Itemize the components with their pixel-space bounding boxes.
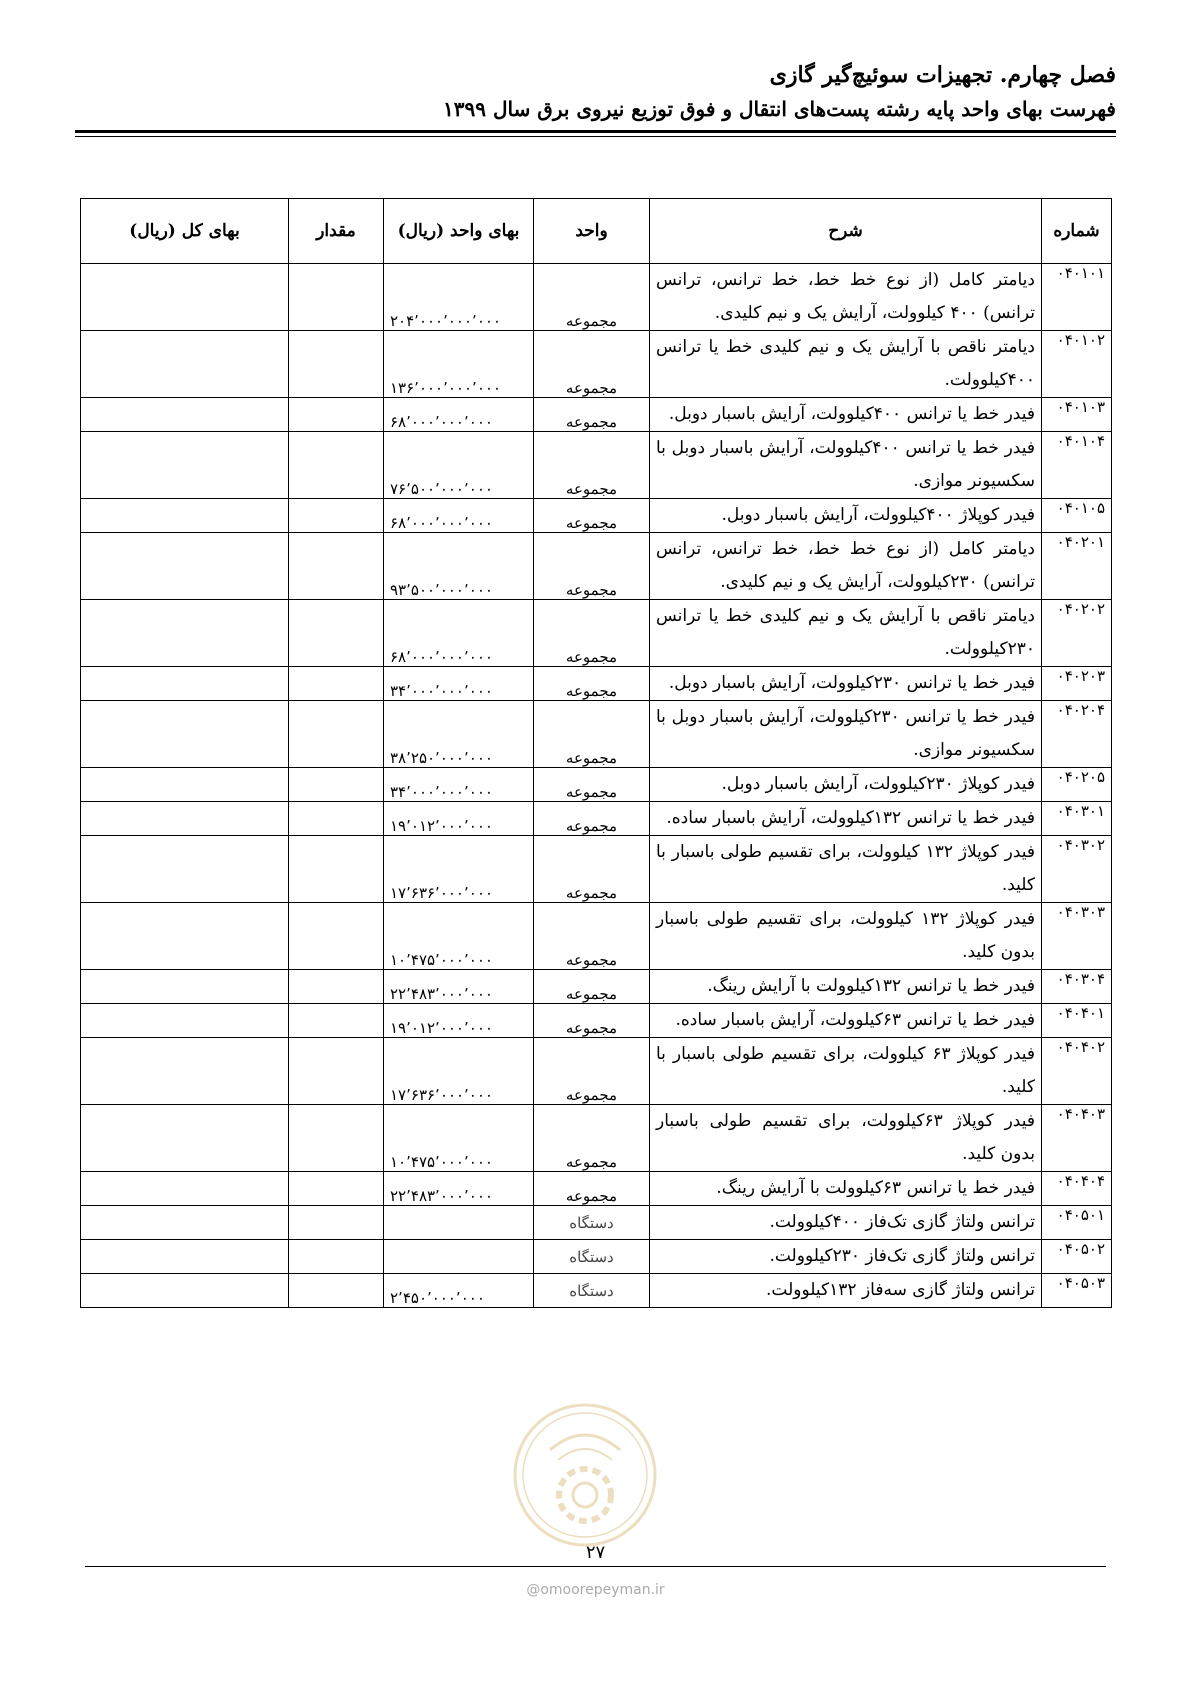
item-unit-price: ۹۳٬۵۰۰٬۰۰۰٬۰۰۰ <box>384 533 534 600</box>
item-unit: مجموعه <box>534 1038 650 1105</box>
item-unit-price: ۳۴٬۰۰۰٬۰۰۰٬۰۰۰ <box>384 667 534 701</box>
item-unit: مجموعه <box>534 836 650 903</box>
item-unit: مجموعه <box>534 432 650 499</box>
item-unit-price: ۲۲٬۴۸۳٬۰۰۰٬۰۰۰ <box>384 970 534 1004</box>
item-total-price <box>81 768 289 802</box>
item-unit: مجموعه <box>534 667 650 701</box>
item-quantity <box>289 802 384 836</box>
item-total-price <box>81 1240 289 1274</box>
item-description: دیامتر ناقص با آرایش یک و نیم کلیدی خط یا ترانس ۲۳۰کیلوولت. <box>650 600 1042 667</box>
item-quantity <box>289 499 384 533</box>
chapter-title: فصل چهارم. تجهیزات سوئیچ‌گیر گازی <box>769 62 1116 88</box>
table-row <box>81 1105 1112 1172</box>
item-quantity <box>289 432 384 499</box>
item-total-price <box>81 802 289 836</box>
item-description: ترانس ولتاژ گازی تک‌فاز ۴۰۰کیلوولت. <box>650 1206 1042 1240</box>
item-number: ۰۴۰۱۰۲ <box>1042 331 1112 398</box>
item-number: ۰۴۰۲۰۱ <box>1042 533 1112 600</box>
item-description: فیدر کوپلاژ ۶۳کیلوولت، برای تقسیم طولی باسبار بدون کلید. <box>650 1105 1042 1172</box>
item-number: ۰۴۰۲۰۵ <box>1042 768 1112 802</box>
gear-seal-logo <box>510 1400 660 1550</box>
table-row <box>81 1240 1112 1274</box>
item-description: فیدر خط یا ترانس ۴۰۰کیلوولت، آرایش باسبار دوبل. <box>650 398 1042 432</box>
item-unit: مجموعه <box>534 499 650 533</box>
item-unit: مجموعه <box>534 1004 650 1038</box>
item-description: فیدر کوپلاژ ۴۰۰کیلوولت، آرایش باسبار دوبل. <box>650 499 1042 533</box>
item-number: ۰۴۰۱۰۱ <box>1042 264 1112 331</box>
col-total-price-header: بهای کل (ریال) <box>81 199 289 264</box>
item-unit: مجموعه <box>534 600 650 667</box>
item-number: ۰۴۰۲۰۴ <box>1042 701 1112 768</box>
item-quantity <box>289 836 384 903</box>
item-total-price <box>81 836 289 903</box>
table-row <box>81 398 1112 432</box>
item-unit-price: ۱۰٬۴۷۵٬۰۰۰٬۰۰۰ <box>384 1105 534 1172</box>
item-unit-price: ۱۷٬۶۳۶٬۰۰۰٬۰۰۰ <box>384 836 534 903</box>
item-number: ۰۴۰۵۰۱ <box>1042 1206 1112 1240</box>
item-unit: دستگاه <box>534 1206 650 1240</box>
item-unit-price: ۱۳۶٬۰۰۰٬۰۰۰٬۰۰۰ <box>384 331 534 398</box>
item-total-price <box>81 533 289 600</box>
item-total-price <box>81 331 289 398</box>
item-unit-price: ۳۸٬۲۵۰٬۰۰۰٬۰۰۰ <box>384 701 534 768</box>
item-description: فیدر کوپلاژ ۶۳ کیلوولت، برای تقسیم طولی باسبار با کلید. <box>650 1038 1042 1105</box>
item-quantity <box>289 533 384 600</box>
document-subtitle: فهرست بهای واحد پایه رشته پست‌های انتقال و فوق توزیع نیروی برق سال ۱۳۹۹ <box>443 97 1116 121</box>
item-number: ۰۴۰۳۰۲ <box>1042 836 1112 903</box>
header-rule-thin <box>75 136 1116 137</box>
item-total-price <box>81 1274 289 1308</box>
item-number: ۰۴۰۳۰۱ <box>1042 802 1112 836</box>
item-total-price <box>81 1105 289 1172</box>
item-quantity <box>289 264 384 331</box>
item-unit: مجموعه <box>534 533 650 600</box>
item-unit: مجموعه <box>534 802 650 836</box>
item-description: فیدر کوپلاژ ۲۳۰کیلوولت، آرایش باسبار دوبل. <box>650 768 1042 802</box>
table-row <box>81 1004 1112 1038</box>
item-unit: مجموعه <box>534 768 650 802</box>
item-unit-price <box>384 1240 534 1274</box>
col-number-header: شماره <box>1042 199 1112 264</box>
table-row <box>81 331 1112 398</box>
item-total-price <box>81 1206 289 1240</box>
col-description-header: شرح <box>650 199 1042 264</box>
col-unit-header: واحد <box>534 199 650 264</box>
table-row <box>81 600 1112 667</box>
table-row <box>81 533 1112 600</box>
item-total-price <box>81 1172 289 1206</box>
item-description: فیدر خط یا ترانس ۱۳۲کیلوولت با آرایش رینگ. <box>650 970 1042 1004</box>
item-number: ۰۴۰۲۰۳ <box>1042 667 1112 701</box>
table-row <box>81 432 1112 499</box>
item-number: ۰۴۰۴۰۴ <box>1042 1172 1112 1206</box>
item-unit-price: ۲۰۴٬۰۰۰٬۰۰۰٬۰۰۰ <box>384 264 534 331</box>
item-description: دیامتر ناقص با آرایش یک و نیم کلیدی خط یا ترانس ۴۰۰کیلوولت. <box>650 331 1042 398</box>
item-total-price <box>81 264 289 331</box>
item-number: ۰۴۰۴۰۲ <box>1042 1038 1112 1105</box>
item-unit-price: ۲٬۴۵۰٬۰۰۰٬۰۰۰ <box>384 1274 534 1308</box>
item-description: فیدر خط یا ترانس ۶۳کیلوولت با آرایش رینگ. <box>650 1172 1042 1206</box>
table-row <box>81 768 1112 802</box>
item-description: ترانس ولتاژ گازی سه‌فاز ۱۳۲کیلوولت. <box>650 1274 1042 1308</box>
item-description: فیدر کوپلاژ ۱۳۲ کیلوولت، برای تقسیم طولی باسبار بدون کلید. <box>650 903 1042 970</box>
item-description: دیامتر کامل (از نوع خط خط، خط ترانس، ترانس ترانس) ۴۰۰ کیلوولت، آرایش یک و نیم کلیدی. <box>650 264 1042 331</box>
table-row <box>81 1172 1112 1206</box>
item-unit: مجموعه <box>534 264 650 331</box>
table-header-row <box>81 199 1112 264</box>
item-number: ۰۴۰۵۰۳ <box>1042 1274 1112 1308</box>
item-total-price <box>81 1004 289 1038</box>
item-total-price <box>81 398 289 432</box>
item-total-price <box>81 903 289 970</box>
item-total-price <box>81 667 289 701</box>
table-row <box>81 667 1112 701</box>
item-number: ۰۴۰۱۰۴ <box>1042 432 1112 499</box>
item-quantity <box>289 398 384 432</box>
item-quantity <box>289 1004 384 1038</box>
item-description: فیدر خط یا ترانس ۶۳کیلوولت، آرایش باسبار ساده. <box>650 1004 1042 1038</box>
item-unit: مجموعه <box>534 903 650 970</box>
item-number: ۰۴۰۴۰۳ <box>1042 1105 1112 1172</box>
item-quantity <box>289 1172 384 1206</box>
item-total-price <box>81 1038 289 1105</box>
item-total-price <box>81 432 289 499</box>
item-number: ۰۴۰۵۰۲ <box>1042 1240 1112 1274</box>
item-unit-price: ۷۶٬۵۰۰٬۰۰۰٬۰۰۰ <box>384 432 534 499</box>
item-description: فیدر کوپلاژ ۱۳۲ کیلوولت، برای تقسیم طولی باسبار با کلید. <box>650 836 1042 903</box>
table-row <box>81 802 1112 836</box>
item-total-price <box>81 600 289 667</box>
page-number: ۲۷ <box>585 1542 606 1563</box>
item-description: فیدر خط یا ترانس ۲۳۰کیلوولت، آرایش باسبار دوبل. <box>650 667 1042 701</box>
item-unit-price: ۱۹٬۰۱۲٬۰۰۰٬۰۰۰ <box>384 802 534 836</box>
table-row <box>81 1274 1112 1308</box>
item-quantity <box>289 331 384 398</box>
item-total-price <box>81 499 289 533</box>
table-body <box>81 264 1112 1308</box>
item-description: دیامتر کامل (از نوع خط خط، خط ترانس، ترانس ترانس) ۲۳۰کیلوولت، آرایش یک و نیم کلیدی. <box>650 533 1042 600</box>
item-quantity <box>289 1038 384 1105</box>
table-row <box>81 903 1112 970</box>
header-rule-thick <box>75 130 1116 133</box>
item-number: ۰۴۰۱۰۳ <box>1042 398 1112 432</box>
item-unit-price: ۶۸٬۰۰۰٬۰۰۰٬۰۰۰ <box>384 499 534 533</box>
table-row <box>81 264 1112 331</box>
item-unit: دستگاه <box>534 1240 650 1274</box>
item-unit-price: ۱۰٬۴۷۵٬۰۰۰٬۰۰۰ <box>384 903 534 970</box>
item-description: فیدر خط یا ترانس ۴۰۰کیلوولت، آرایش باسبار دوبل با سکسیونر موازی. <box>650 432 1042 499</box>
item-number: ۰۴۰۳۰۴ <box>1042 970 1112 1004</box>
item-unit-price: ۱۷٬۶۳۶٬۰۰۰٬۰۰۰ <box>384 1038 534 1105</box>
item-quantity <box>289 903 384 970</box>
item-description: ترانس ولتاژ گازی تک‌فاز ۲۳۰کیلوولت. <box>650 1240 1042 1274</box>
table-row <box>81 836 1112 903</box>
item-unit: مجموعه <box>534 1172 650 1206</box>
item-quantity <box>289 600 384 667</box>
item-number: ۰۴۰۴۰۱ <box>1042 1004 1112 1038</box>
table-row <box>81 499 1112 533</box>
website-watermark: @omoorepeyman.ir <box>526 1582 665 1598</box>
item-quantity <box>289 701 384 768</box>
item-unit-price <box>384 1206 534 1240</box>
item-unit-price: ۱۹٬۰۱۲٬۰۰۰٬۰۰۰ <box>384 1004 534 1038</box>
item-unit: مجموعه <box>534 331 650 398</box>
item-quantity <box>289 970 384 1004</box>
item-unit-price: ۳۴٬۰۰۰٬۰۰۰٬۰۰۰ <box>384 768 534 802</box>
item-unit-price: ۶۸٬۰۰۰٬۰۰۰٬۰۰۰ <box>384 398 534 432</box>
col-quantity-header: مقدار <box>289 199 384 264</box>
item-unit-price: ۶۸٬۰۰۰٬۰۰۰٬۰۰۰ <box>384 600 534 667</box>
table-row <box>81 1038 1112 1105</box>
footer-rule <box>85 1566 1106 1567</box>
page-header <box>75 58 1116 126</box>
item-number: ۰۴۰۳۰۳ <box>1042 903 1112 970</box>
item-quantity <box>289 1240 384 1274</box>
item-quantity <box>289 1105 384 1172</box>
item-unit: مجموعه <box>534 398 650 432</box>
item-unit: مجموعه <box>534 970 650 1004</box>
item-quantity <box>289 1206 384 1240</box>
item-unit: مجموعه <box>534 1105 650 1172</box>
col-unit-price-header: بهای واحد (ریال) <box>384 199 534 264</box>
item-quantity <box>289 667 384 701</box>
table-row <box>81 1206 1112 1240</box>
item-quantity <box>289 768 384 802</box>
item-description: فیدر خط یا ترانس ۱۳۲کیلوولت، آرایش باسبار ساده. <box>650 802 1042 836</box>
item-unit: مجموعه <box>534 701 650 768</box>
item-total-price <box>81 701 289 768</box>
table-row <box>81 701 1112 768</box>
item-total-price <box>81 970 289 1004</box>
item-unit-price: ۲۲٬۴۸۳٬۰۰۰٬۰۰۰ <box>384 1172 534 1206</box>
item-description: فیدر خط یا ترانس ۲۳۰کیلوولت، آرایش باسبار دوبل با سکسیونر موازی. <box>650 701 1042 768</box>
item-number: ۰۴۰۱۰۵ <box>1042 499 1112 533</box>
table-row <box>81 970 1112 1004</box>
price-table <box>80 198 1112 1308</box>
item-unit: دستگاه <box>534 1274 650 1308</box>
item-number: ۰۴۰۲۰۲ <box>1042 600 1112 667</box>
item-quantity <box>289 1274 384 1308</box>
